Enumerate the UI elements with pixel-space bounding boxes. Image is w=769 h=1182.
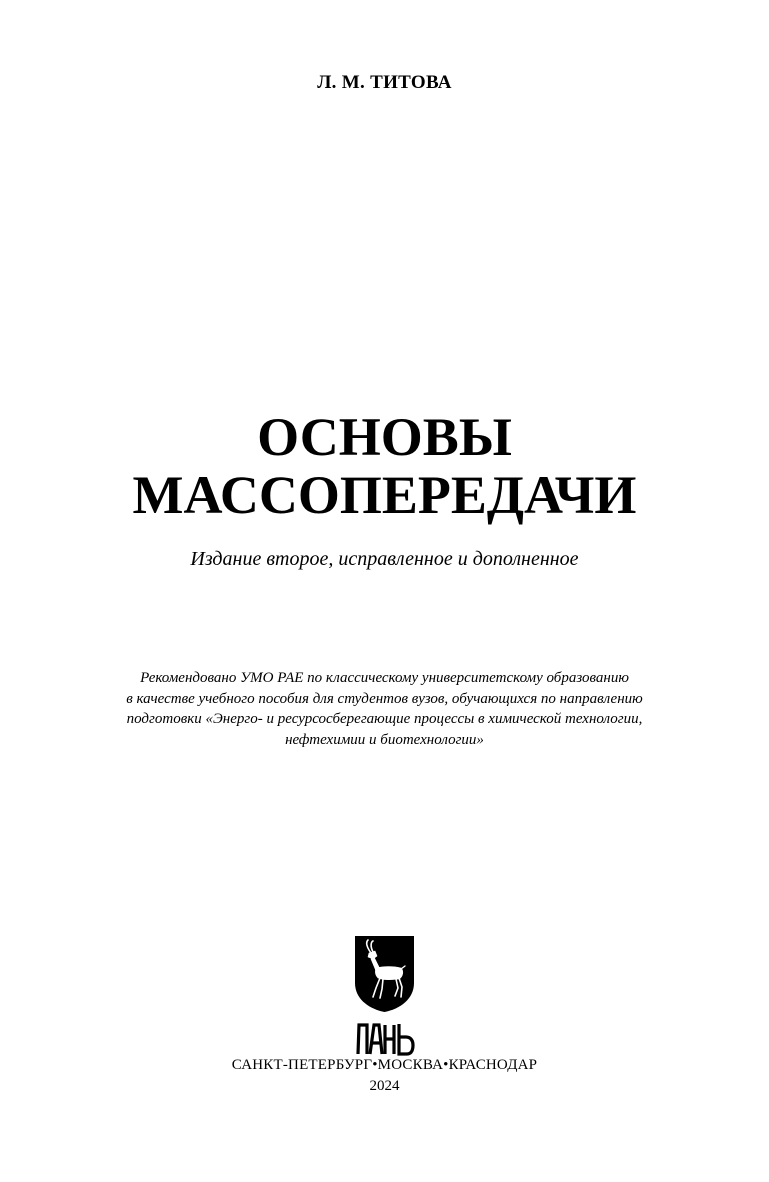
- recommendation-line-4: нефтехимии и биотехнологии»: [285, 731, 484, 748]
- recommendation-line-3: подготовки «Энерго- и ресурсосберегающие процессы в химической технологии,: [126, 711, 643, 727]
- recommendation-line-2: в качестве учебного пособия для студентов вузов, обучающихся по направлению: [126, 690, 643, 707]
- author-name: Л. М. ТИТОВА: [317, 72, 452, 93]
- book-title-line-2: МАССОПЕРЕДАЧИ: [132, 465, 637, 525]
- edition-note: Издание второе, исправленное и дополненное: [190, 548, 579, 570]
- recommendation-text: [0, 668, 769, 750]
- publication-year: 2024: [369, 1078, 400, 1094]
- publisher-cities: САНКТ-ПЕТЕРБУРГ•МОСКВА•КРАСНОДАР: [231, 1057, 538, 1073]
- book-title: [0, 408, 769, 524]
- recommendation-line-1: Рекомендовано УМО РАЕ по классическому университетскому образованию: [140, 670, 629, 686]
- lan-deer-shield-logo-icon: [354, 935, 415, 1059]
- book-title-line-1: ОСНОВЫ: [257, 407, 512, 467]
- publisher-logo: [354, 935, 415, 1059]
